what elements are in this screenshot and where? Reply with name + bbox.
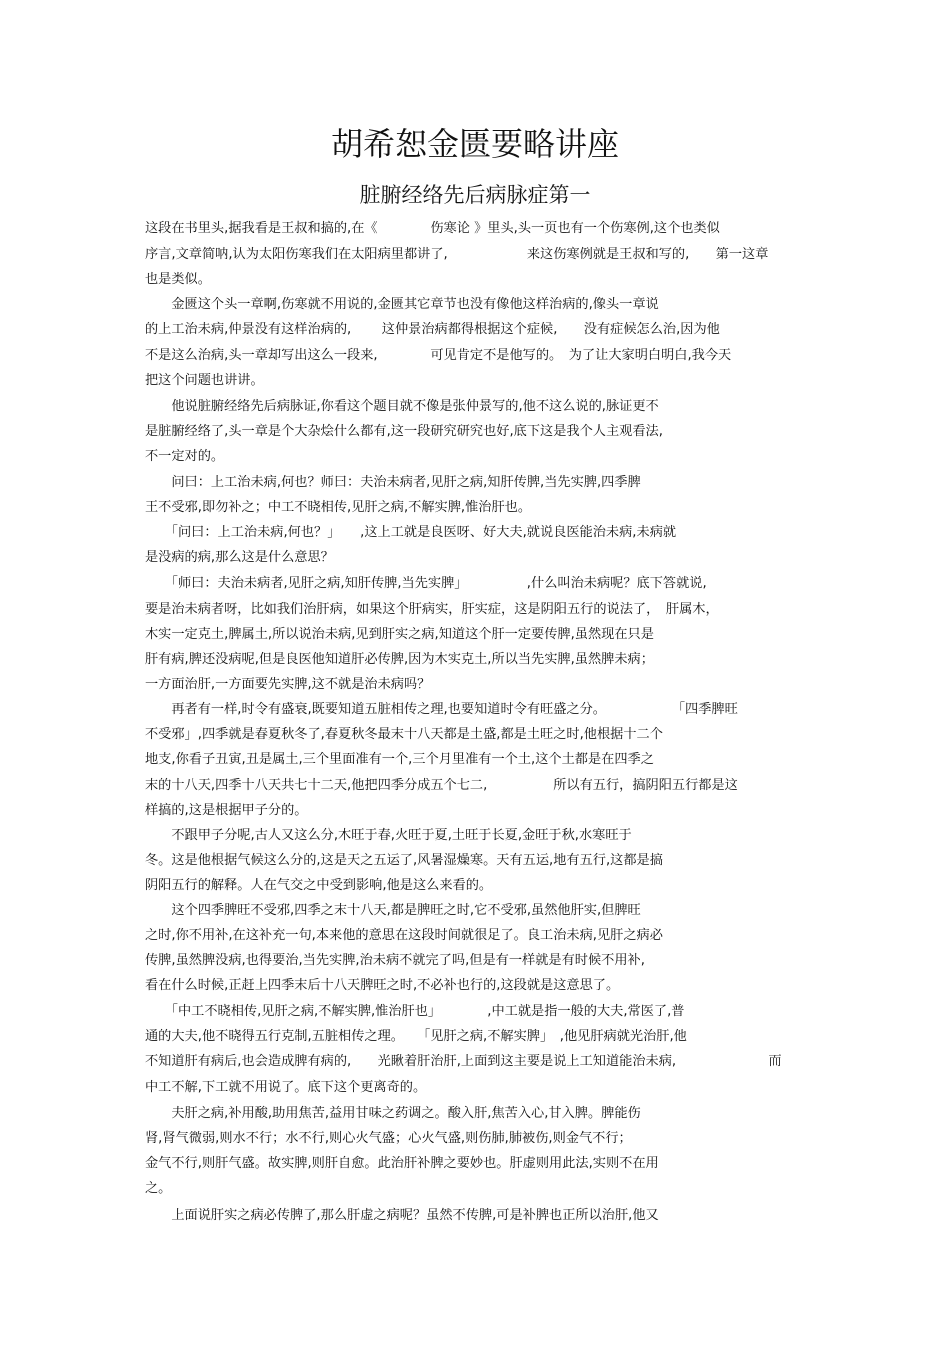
body-line: 不受邪」,四季就是春夏秋冬了,春夏秋冬最末十八天都是土盛,都是土旺之时,他根据十二个	[145, 727, 663, 742]
body-line: 阴阳五行的解释。人在气交之中受到影响,他是这么来看的。	[145, 878, 493, 893]
body-line: 地支,你看子丑寅,丑是属土,三个里面准有一个,三个月里准有一个土,这个土都是在四季之	[145, 752, 654, 767]
body-line: 不是这么治病,头一章却写出这么一段来, 可见肯定不是他写的。 为了让大家明白明白,我今天	[145, 348, 732, 363]
body-line: 也是类似。	[145, 272, 211, 287]
body-line: 的上工治未病,仲景没有这样治病的, 这仲景治病都得根据这个症候, 没有症候怎么治,因为他	[145, 322, 720, 337]
body-line: 金匮这个头一章啊,伤寒就不用说的,金匮其它章节也没有像他这样治病的,像头一章说	[145, 297, 659, 312]
document-title: 胡希恕金匮要略讲座	[330, 125, 619, 163]
body-line: 冬。这是他根据气候这么分的,这是天之五运了,风暑湿燥寒。天有五运,地有五行,这都是搞	[145, 853, 663, 868]
body-line: 「问曰：上工治未病,何也？」 ,这上工就是良医呀、好大夫,就说良医能治未病,未病就	[145, 525, 677, 540]
body-line: 不跟甲子分呢,古人又这么分,木旺于春,火旺于夏,土旺于长夏,金旺于秋,水寒旺于	[145, 828, 632, 843]
body-line: 看在什么时候,正赶上四季末后十八天脾旺之时,不必补也行的,这段就是这意思了。	[145, 978, 620, 993]
body-line: 序言,文章简呐,认为太阳伤寒我们在太阳病里都讲了, 来这伤寒例就是王叔和写的, 第一这章	[145, 247, 769, 262]
body-line: 样搞的,这是根据甲子分的。	[145, 803, 308, 818]
body-line: 是没病的病,那么这是什么意思？	[145, 550, 334, 565]
body-line: 木实一定克土,脾属土,所以说治未病,见到肝实之病,知道这个肝一定要传脾,虽然现在只是	[145, 627, 654, 642]
body-line: 金气不行,则肝气盛。故实脾,则肝自愈。此治肝补脾之要妙也。肝虚则用此法,实则不在用	[145, 1156, 659, 1171]
body-line: 这个四季脾旺不受邪,四季之末十八天,都是脾旺之时,它不受邪,虽然他肝实,但脾旺	[145, 903, 641, 918]
body-line: 「中工不晓相传,见肝之病,不解实脾,惟治肝也」 ,中工就是指一般的大夫,常医了,普	[145, 1004, 685, 1019]
body-line: 这段在书里头,据我看是王叔和搞的,在《 伤寒论 》里头,头一页也有一个伤寒例,这个也类似	[145, 221, 720, 236]
document-subtitle: 脏腑经络先后病脉症第一	[359, 183, 591, 207]
body-line: 肝有病,脾还没病呢,但是良医他知道肝必传脾,因为木实克土,所以当先实脾,虽然脾未病；	[145, 652, 654, 667]
body-line: 末的十八天,四季十八天共七十二天,他把四季分成五个七二, 所以有五行，搞阴阳五行都是这	[145, 778, 738, 793]
body-line: 不一定对的。	[145, 449, 225, 464]
body-line: 王不受邪,即勿补之；中工不晓相传,见肝之病,不解实脾,惟治肝也。	[145, 500, 532, 515]
body-line: 之。	[145, 1181, 172, 1196]
body-line: 肾,肾气微弱,则水不行；水不行,则心火气盛；心火气盛,则伤肺,肺被伤,则金气不行；	[145, 1131, 632, 1146]
body-line: 通的大夫,他不晓得五行克制,五脏相传之理。 「见肝之病,不解实脾」 ,他见肝病就光治肝,他	[145, 1029, 687, 1044]
body-line: 一方面治肝,一方面要先实脾,这不就是治未病吗？	[145, 677, 431, 692]
body-line: 之时,你不用补,在这补充一句,本来他的意思在这段时间就很足了。良工治未病,见肝之病必	[145, 928, 663, 943]
body-line: 「师曰：夫治未病者,见肝之病,知肝传脾,当先实脾」 ,什么叫治未病呢？底下答就说,	[145, 576, 707, 591]
body-line: 传脾,虽然脾没病,也得要治,当先实脾,治未病不就完了吗,但是有一样就是有时候不用补,	[145, 953, 645, 968]
body-line: 夫肝之病,补用酸,助用焦苦,益用甘味之药调之。酸入肝,焦苦入心,甘入脾。脾能伤	[145, 1106, 641, 1121]
body-line: 中工不解,下工就不用说了。底下这个更离奇的。	[145, 1080, 427, 1095]
body-line: 再者有一样,时令有盛衰,既要知道五脏相传之理,也要知道时令有旺盛之分。 「四季脾旺	[145, 702, 738, 717]
body-line: 把这个问题也讲讲。	[145, 373, 264, 388]
body-line: 是脏腑经络了,头一章是个大杂烩什么都有,这一段研究研究也好,底下这是我个人主观看法,	[145, 424, 663, 439]
body-line: 上面说肝实之病必传脾了,那么肝虚之病呢？虽然不传脾,可是补脾也正所以治肝,他又	[145, 1208, 659, 1223]
body-line: 问曰：上工治未病,何也？师曰：夫治未病者,见肝之病,知肝传脾,当先实脾,四季脾	[145, 475, 641, 490]
body-line: 不知道肝有病后,也会造成脾有病的, 光瞅着肝治肝,上面到这主要是说上工知道能治未病, 而	[145, 1054, 782, 1069]
body-line: 他说脏腑经络先后病脉证,你看这个题目就不像是张仲景写的,他不这么说的,脉证更不	[145, 399, 659, 414]
body-line: 要是治未病者呀，比如我们治肝病，如果这个肝病实，肝实症，这是阴阳五行的说法了， 肝属木，	[145, 602, 719, 617]
